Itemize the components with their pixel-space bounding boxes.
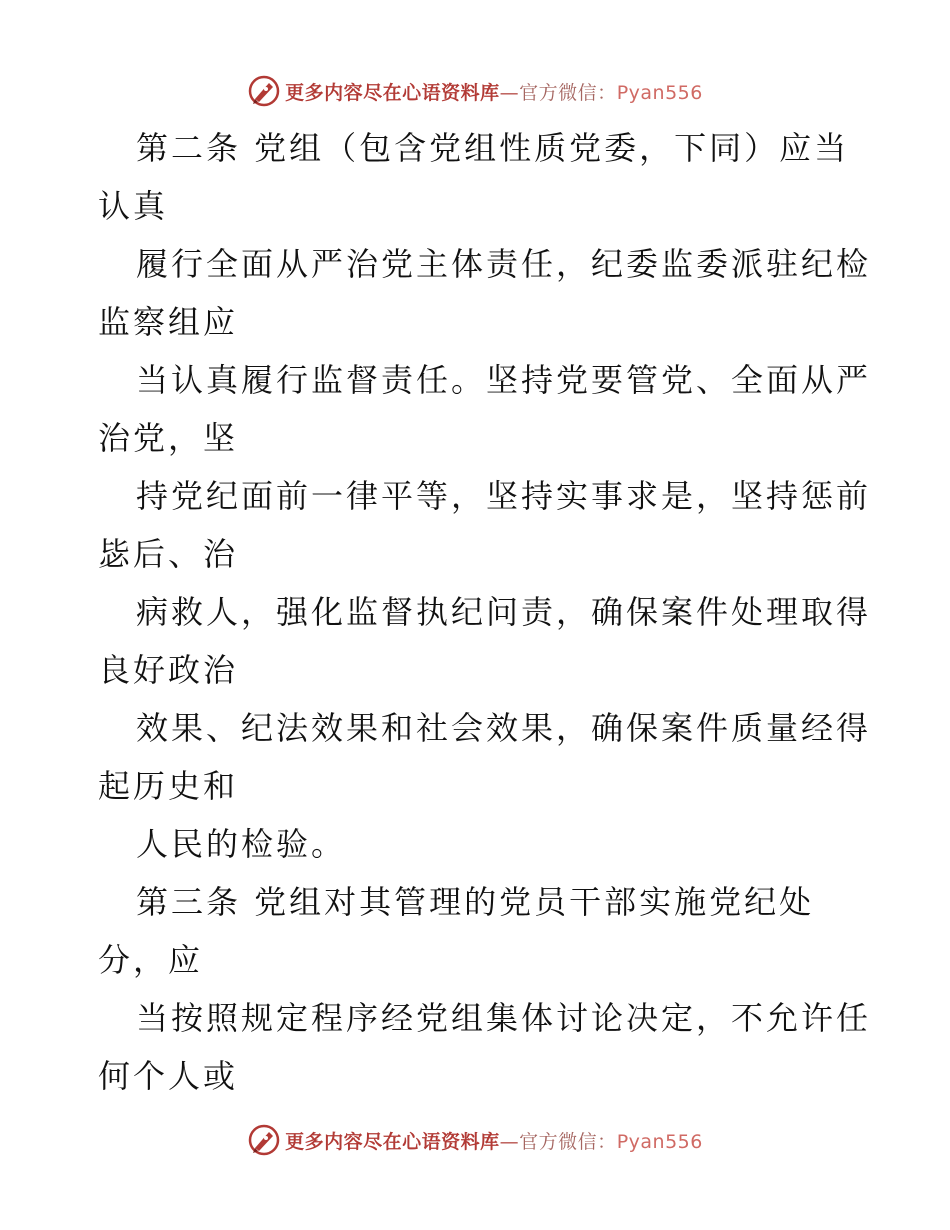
footer-brand-text: 更多内容尽在心语资料库: [285, 1130, 500, 1153]
header-separator: —: [499, 81, 520, 104]
header-wechat-id: Pyan556: [616, 81, 703, 104]
body-line: 分，应: [98, 941, 204, 979]
body-line: 持党纪面前一律平等，坚持实事求是，坚持惩前: [136, 477, 872, 515]
footer-watermark-banner: [0, 1118, 950, 1162]
pen-logo-icon: [247, 74, 281, 108]
body-line: 人民的检验。: [136, 825, 347, 863]
body-line: 认真: [98, 187, 169, 225]
header-brand-text: 更多内容尽在心语资料库: [285, 81, 500, 104]
header-watermark-banner: [0, 69, 950, 113]
body-line: 何个人或: [98, 1057, 239, 1095]
body-line: 当按照规定程序经党组集体讨论决定，不允许任: [136, 999, 872, 1037]
body-line: 监察组应: [98, 303, 239, 341]
body-line: 病救人，强化监督执纪问责，确保案件处理取得: [136, 593, 872, 631]
footer-wechat-label: 官方微信：: [519, 1130, 617, 1153]
body-line: 第三条 党组对其管理的党员干部实施党纪处: [136, 883, 815, 921]
body-line: 履行全面从严治党主体责任，纪委监委派驻纪检: [136, 245, 872, 283]
body-line: 良好政治: [98, 651, 239, 689]
body-line: 毖后、治: [98, 535, 239, 573]
body-line: 当认真履行监督责任。坚持党要管党、全面从严: [136, 361, 872, 399]
footer-watermark-text: [285, 1127, 703, 1154]
footer-wechat-id: Pyan556: [616, 1130, 703, 1153]
body-line: 效果、纪法效果和社会效果，确保案件质量经得: [136, 709, 872, 747]
pen-logo-icon: [247, 1123, 281, 1157]
body-line: 治党，坚: [98, 419, 239, 457]
header-watermark-text: [285, 78, 703, 105]
body-line: 起历史和: [98, 767, 239, 805]
body-line: 第二条 党组（包含党组性质党委，下同）应当: [136, 129, 850, 167]
footer-separator: —: [499, 1130, 520, 1153]
header-wechat-label: 官方微信：: [519, 81, 617, 104]
